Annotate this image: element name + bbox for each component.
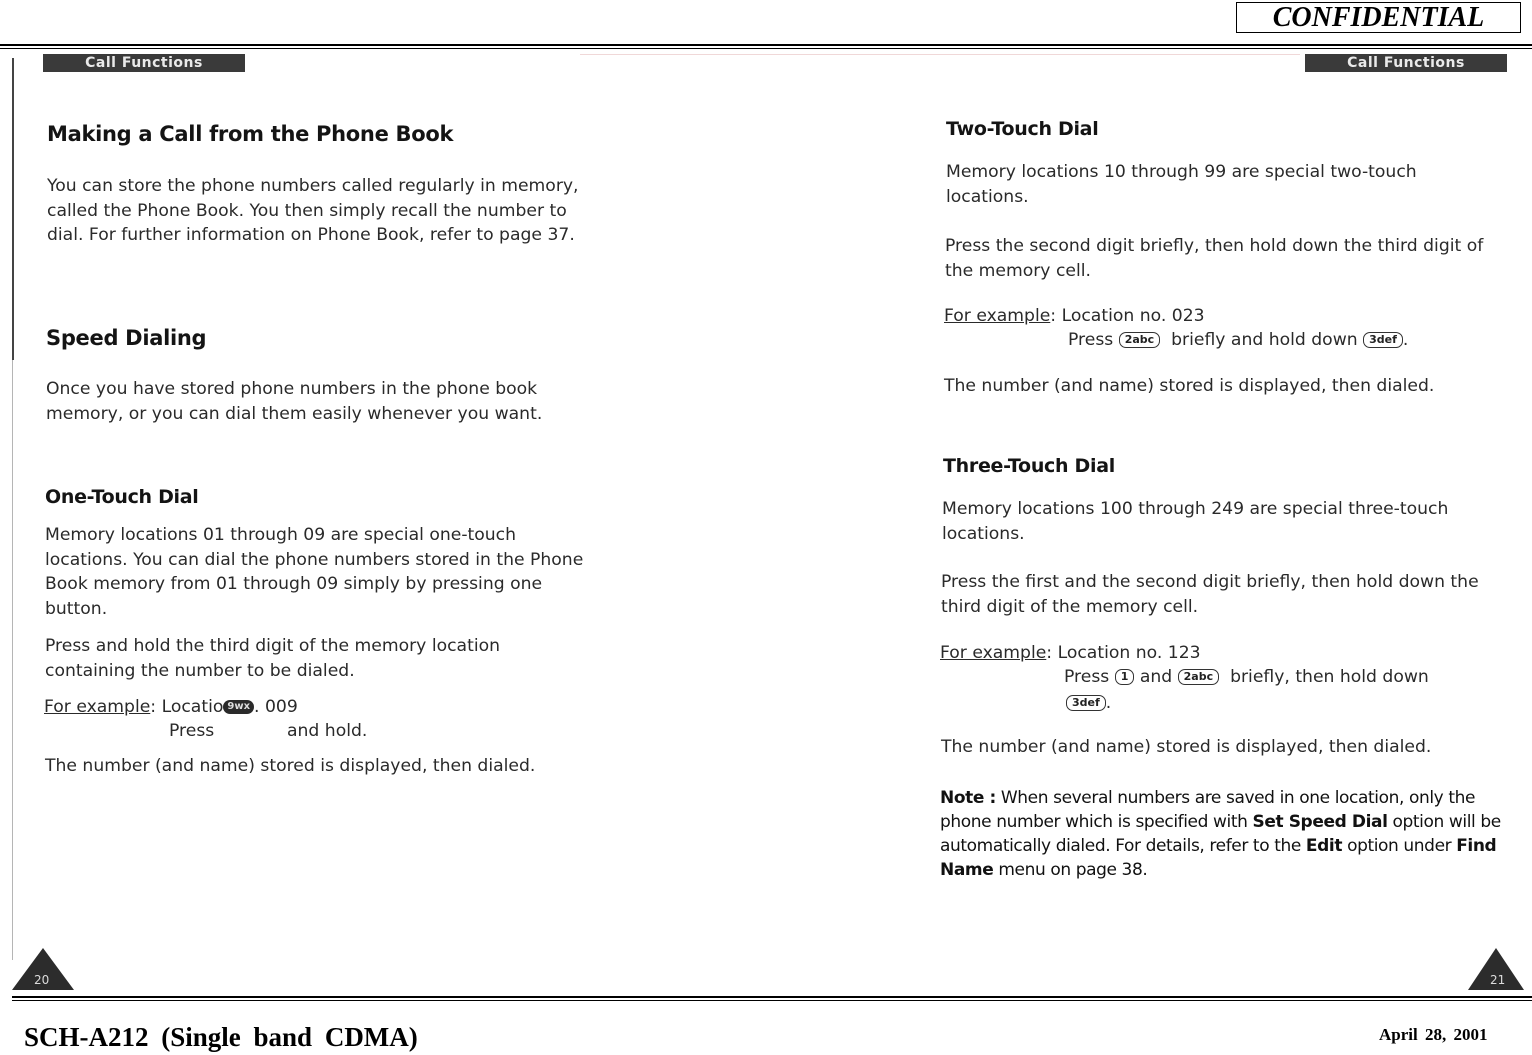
note-label: Note : <box>940 788 996 808</box>
phone-book-paragraph: You can store the phone numbers called regularly in memory, called the Phone Book. You then simply recall the number to dial. For further information on Phone Book, refer to page 37. <box>47 176 579 245</box>
one-touch-paragraph: Memory locations 01 through 09 are special one-touch locations. You can dial the phone numbers stored in the Phone Book memory from 01 through 09 simply by pressing one button. <box>45 525 584 619</box>
example2-press: Press <box>1064 667 1110 687</box>
right-section-tab: Call Functions <box>1305 54 1507 72</box>
example2-mid: briefly, then hold down <box>1230 667 1429 687</box>
scan-line <box>580 54 1300 55</box>
note-find-name: Find Name <box>940 836 1497 880</box>
example1-press: Press <box>1068 330 1114 350</box>
key-9-icon: 9wx <box>223 700 254 714</box>
two-touch-instruction: Press the second digit briefly, then hold down the third digit of the memory cell. <box>945 236 1484 281</box>
three-touch-instruction: Press the first and the second digit briefly, then hold down the third digit of the memory cell. <box>941 572 1479 617</box>
example1-press-row: Press 2abc briefly and hold down 3def . <box>1068 330 1409 350</box>
result-right-1: The number (and name) stored is displayed, then dialed. <box>944 376 1435 396</box>
example-press-left: Press <box>169 721 215 741</box>
example-location-prefix: Locatio <box>161 697 224 717</box>
page-edge-lower <box>12 360 13 960</box>
result-left: The number (and name) stored is displayed, then dialed. <box>45 756 536 776</box>
left-section-tab: Call Functions <box>43 54 245 72</box>
example1-location: Location no. 023 <box>1061 306 1205 326</box>
heading-phone-book: Making a Call from the Phone Book <box>47 122 454 146</box>
note-text-1: When several numbers are saved in one location, only the phone number which is specified with <box>940 788 1476 832</box>
page-number-left: 20 <box>34 973 50 987</box>
confidential-label: CONFIDENTIAL <box>1236 2 1521 33</box>
key-3-icon: 3def <box>1363 332 1403 348</box>
example2-and: and <box>1139 667 1173 687</box>
note-edit: Edit <box>1305 836 1343 856</box>
result-right-2: The number (and name) stored is displayed, then dialed. <box>941 737 1432 757</box>
page-number-badge-left <box>12 948 74 990</box>
key-1-icon: 1 <box>1115 669 1135 685</box>
example-label: For example <box>44 697 151 717</box>
header-rule <box>0 44 1532 46</box>
one-touch-instruction: Press and hold the third digit of the memory location containing the number to be dialed. <box>45 636 501 681</box>
heading-three-touch: Three-Touch Dial <box>943 455 1115 477</box>
note-text-4: menu on page 38. <box>993 860 1148 880</box>
key-3-icon: 3def <box>1066 695 1106 711</box>
page-number-right: 21 <box>1490 973 1506 987</box>
three-touch-paragraph: Memory locations 100 through 249 are special three-touch locations. <box>942 499 1449 544</box>
key-2-icon: 2abc <box>1178 669 1219 685</box>
footer-rule <box>12 996 1532 998</box>
example-location-number: 009 <box>264 697 298 717</box>
note-set-speed-dial: Set Speed Dial <box>1252 812 1388 832</box>
example2-label: For example <box>940 643 1047 663</box>
footer-model: SCH-A212 (Single band CDMA) <box>24 1022 418 1052</box>
two-touch-paragraph: Memory locations 10 through 99 are special two-touch locations. <box>946 162 1417 207</box>
example1-mid: briefly and hold down <box>1171 330 1358 350</box>
note-text-2: option will be automatically dialed. For details, refer to the <box>940 812 1501 856</box>
example2-press-row <box>1064 667 1429 687</box>
footer-rule-thin <box>12 1000 1532 1001</box>
page-edge <box>12 58 14 360</box>
example1-label: For example <box>944 306 1051 326</box>
speed-dialing-paragraph: Once you have stored phone numbers in the phone book memory, or you can dial them easily whenever you want. <box>46 379 543 424</box>
key-2-icon: 2abc <box>1119 332 1160 348</box>
footer-date: April 28, 2001 <box>1379 1025 1488 1044</box>
note-paragraph <box>940 786 1510 882</box>
example-row-left: For example: Locatio 9wx . 009 <box>44 697 298 717</box>
heading-one-touch: One-Touch Dial <box>45 486 199 508</box>
header-rule-thin <box>0 48 1532 49</box>
example2-location: Location no. 123 <box>1057 643 1201 663</box>
note-text-3: option under <box>1342 836 1457 856</box>
example2-row: For example: Location no. 123 <box>940 643 1201 663</box>
example-and-hold-left: and hold. <box>287 721 368 741</box>
example2-key3-row: 3def . <box>1066 693 1111 713</box>
example1-row: For example: Location no. 023 <box>944 306 1205 326</box>
page-number-badge-right <box>1468 948 1524 990</box>
heading-two-touch: Two-Touch Dial <box>946 118 1099 140</box>
heading-speed-dialing: Speed Dialing <box>46 326 207 350</box>
